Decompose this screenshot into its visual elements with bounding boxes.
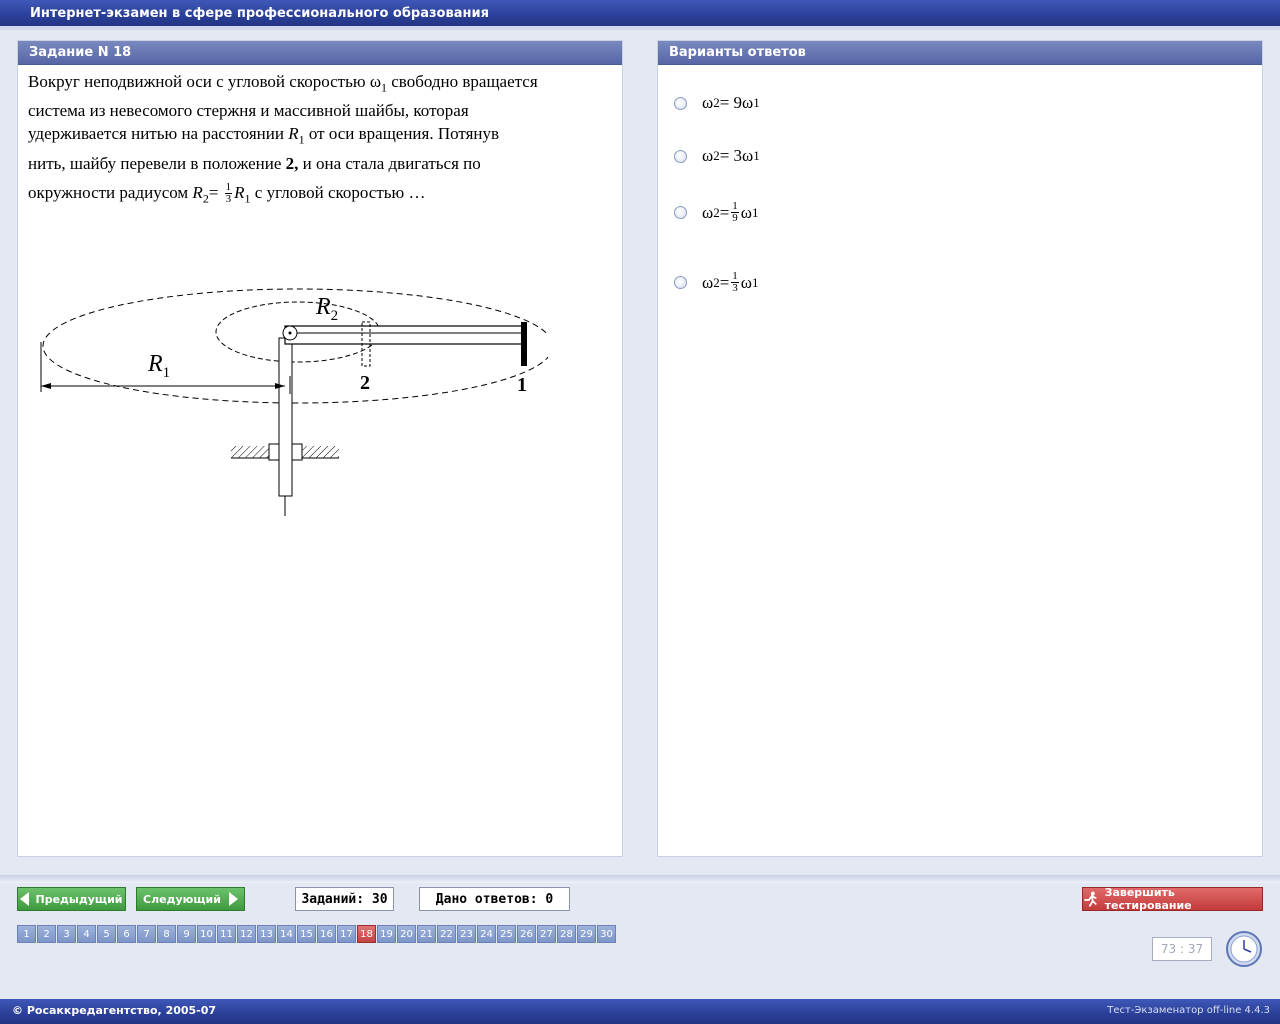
label-R1: $R_1$: [148, 351, 171, 381]
page-button-20[interactable]: 20: [397, 925, 416, 943]
page-button-12[interactable]: 12: [237, 925, 256, 943]
page-button-2[interactable]: 2: [37, 925, 56, 943]
page-button-15[interactable]: 15: [297, 925, 316, 943]
page-button-24[interactable]: 24: [477, 925, 496, 943]
window-title: Интернет-экзамен в сфере профессионального образования: [30, 6, 489, 21]
page-button-28[interactable]: 28: [557, 925, 576, 943]
fraction-one-third: $\frac{1}{3}$: [225, 181, 232, 206]
answers-given-count: Дано ответов: 0: [419, 887, 570, 911]
question-line-1: Вокруг неподвижной оси с угловой скоростью $\omega_1$ свободно вращается: [28, 72, 538, 95]
task-panel: [17, 40, 623, 857]
page-button-23[interactable]: 23: [457, 925, 476, 943]
copyright-text: © Росаккредагентство, 2005-07: [12, 1004, 217, 1017]
question-line-4: нить, шайбу перевели в положение 2, и она стала двигаться по: [28, 153, 481, 173]
page-button-4[interactable]: 4: [77, 925, 96, 943]
task-header: Задание N 18: [18, 41, 622, 65]
tasks-count: Заданий: 30: [295, 887, 394, 911]
page-button-16[interactable]: 16: [317, 925, 336, 943]
page-button-7[interactable]: 7: [137, 925, 156, 943]
page-button-6[interactable]: 6: [117, 925, 136, 943]
page-button-10[interactable]: 10: [197, 925, 216, 943]
page-button-5[interactable]: 5: [97, 925, 116, 943]
label-R2: $R_2$: [316, 294, 339, 324]
page-button-25[interactable]: 25: [497, 925, 516, 943]
arrow-left-icon: [20, 892, 29, 906]
page-button-17[interactable]: 17: [337, 925, 356, 943]
window-title-bar: [0, 0, 1280, 26]
page-button-14[interactable]: 14: [277, 925, 296, 943]
page-button-27[interactable]: 27: [537, 925, 556, 943]
task-pagination: [17, 925, 617, 943]
question-line-3: удерживается нитью на расстоянии $R_1$ от оси вращения. Потянув: [28, 124, 500, 147]
question-line-5: окружности радиусом $R_2=$ $\frac{1}{3}$ $R_1$ с угловой скоростью …: [28, 181, 426, 206]
question-line-2: система из невесомого стержня и массивной шайбы, которая: [28, 101, 469, 121]
page-button-22[interactable]: 22: [437, 925, 456, 943]
question-text: [18, 65, 622, 210]
page-button-8[interactable]: 8: [157, 925, 176, 943]
next-button[interactable]: Следующий: [136, 887, 245, 911]
answer-radio-1[interactable]: [674, 97, 687, 110]
page-button-30[interactable]: 30: [597, 925, 616, 943]
answers-panel: [657, 40, 1263, 857]
answer-option-2[interactable]: ω 2 = 3ω 1: [674, 146, 760, 166]
page-button-19[interactable]: 19: [377, 925, 396, 943]
arrow-right-icon: [229, 892, 238, 906]
washer-position-1: [521, 322, 527, 366]
label-position-2: 2: [360, 372, 370, 394]
answer-option-3[interactable]: ω 2 = $\frac{1}{9}$ ω 1: [674, 201, 759, 224]
page-button-9[interactable]: 9: [177, 925, 196, 943]
page-button-3[interactable]: 3: [57, 925, 76, 943]
version-text: Тест-Экзаменатор off-line 4.4.3: [1107, 1005, 1270, 1016]
clock-icon: [1225, 930, 1263, 968]
finish-test-button[interactable]: Завершить тестирование: [1082, 887, 1263, 911]
page-button-18[interactable]: 18: [357, 925, 376, 943]
page-button-21[interactable]: 21: [417, 925, 436, 943]
page-button-1[interactable]: 1: [17, 925, 36, 943]
answer-option-4[interactable]: ω 2 = $\frac{1}{3}$ ω 1: [674, 271, 759, 294]
answer-radio-2[interactable]: [674, 150, 687, 163]
answers-header: Варианты ответов: [658, 41, 1262, 65]
answer-radio-3[interactable]: [674, 206, 687, 219]
page-button-29[interactable]: 29: [577, 925, 596, 943]
page-button-11[interactable]: 11: [217, 925, 236, 943]
timer-display: 73 : 37: [1152, 937, 1212, 961]
bottom-separator: [0, 875, 1280, 883]
page-button-26[interactable]: 26: [517, 925, 536, 943]
footer-bar: [0, 999, 1280, 1024]
answer-option-1[interactable]: ω 2 = 9ω 1: [674, 93, 760, 113]
answer-radio-4[interactable]: [674, 276, 687, 289]
label-position-1: 1: [517, 374, 527, 396]
title-bar-edge: [0, 26, 1280, 30]
running-man-icon: [1083, 891, 1099, 907]
prev-button[interactable]: Предыдущий: [17, 887, 126, 911]
axle: [279, 338, 292, 496]
page-button-13[interactable]: 13: [257, 925, 276, 943]
rod: [285, 326, 525, 344]
rotating-rod-diagram: [38, 276, 548, 526]
